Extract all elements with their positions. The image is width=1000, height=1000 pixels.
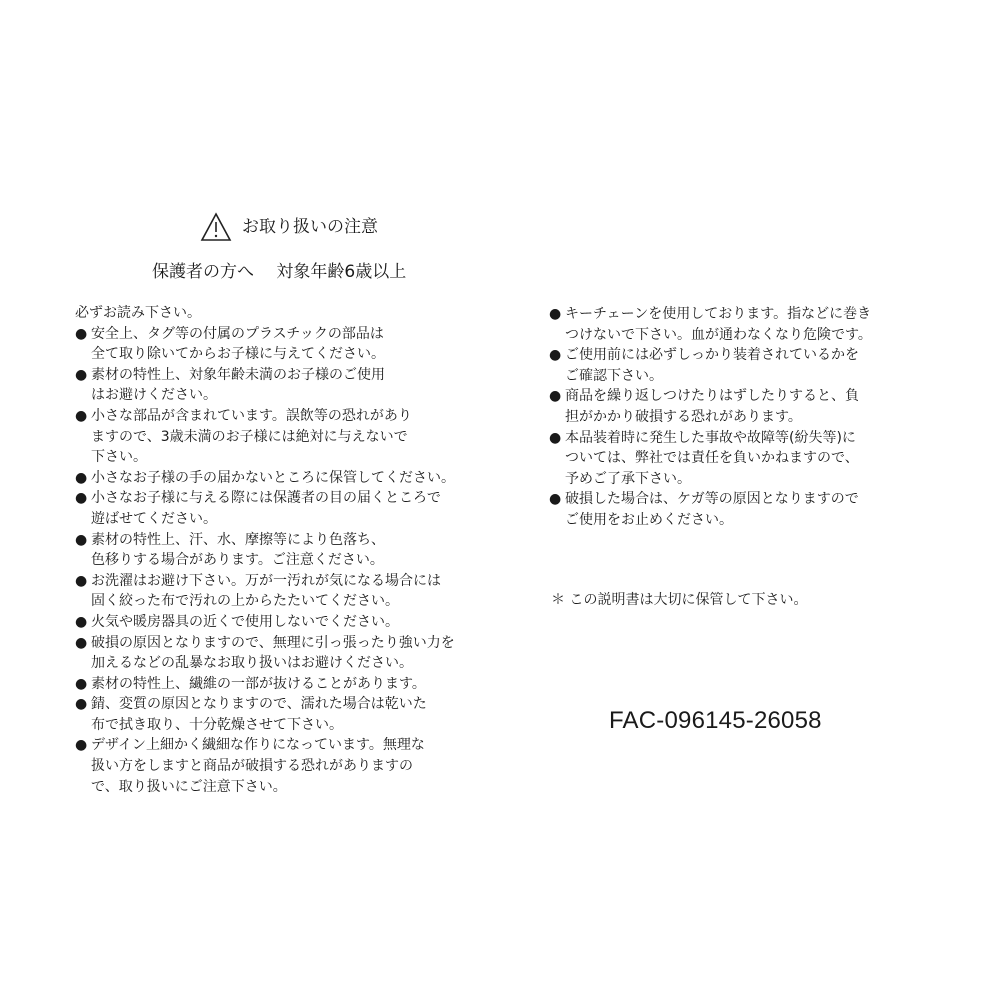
- bullet-icon: ●: [75, 696, 88, 713]
- left-caution-text: [91, 571, 441, 612]
- bullet-icon: ●: [549, 388, 562, 405]
- caution-header: [200, 210, 378, 244]
- left-caution-item: [75, 488, 455, 529]
- right-caution-text: [565, 428, 859, 490]
- left-caution-item: [75, 324, 455, 365]
- caution-line: 遊ばせてください。: [91, 510, 217, 527]
- caution-line: 商品を繰り返しつけたりはずしたりすると、負: [565, 388, 859, 405]
- left-caution-text: [91, 530, 385, 571]
- bullet-icon: ●: [75, 469, 88, 486]
- product-code: FAC-096145-26058: [609, 707, 822, 734]
- bullet-icon: ●: [75, 490, 88, 507]
- caution-line: 小さなお子様の手の届かないところに保管してください。: [91, 469, 455, 486]
- caution-line: はお避けください。: [91, 387, 217, 404]
- caution-line: デザイン上細かく繊細な作りになっています。無理な: [91, 737, 425, 754]
- left-caution-text: [91, 694, 427, 735]
- bullet-icon: ●: [75, 634, 88, 651]
- left-caution-item: [75, 571, 455, 612]
- bullet-icon: ●: [75, 737, 88, 754]
- left-caution-text: [91, 324, 385, 365]
- left-caution-text: [91, 612, 399, 633]
- left-caution-text: [91, 674, 426, 695]
- warning-triangle-icon: [200, 212, 232, 242]
- guardian-age-subtitle: 保護者の方へ 対象年齢6歳以上: [152, 262, 407, 282]
- bullet-icon: ●: [549, 347, 562, 364]
- bullet-icon: ●: [75, 407, 88, 424]
- left-caution-text: [91, 406, 412, 468]
- caution-line: 火気や暖房器具の近くで使用しないでください。: [91, 613, 399, 630]
- left-caution-item: [75, 633, 455, 674]
- right-caution-item: [549, 489, 872, 530]
- left-caution-item: [75, 735, 455, 797]
- right-caution-column: [549, 304, 872, 531]
- left-caution-item: [75, 612, 455, 633]
- right-caution-text: [565, 386, 859, 427]
- right-caution-item: [549, 304, 872, 345]
- left-caution-text: [91, 633, 455, 674]
- caution-line: 加えるなどの乱暴なお取り扱いはお避けください。: [91, 655, 413, 672]
- bullet-icon: ●: [75, 613, 88, 630]
- bullet-icon: ●: [75, 366, 88, 383]
- caution-line: 全て取り除いてからお子様に与えてください。: [91, 346, 385, 363]
- caution-line: つけないで下さい。血が通わなくなり危険です。: [565, 326, 872, 343]
- right-caution-text: [565, 489, 859, 530]
- right-caution-text: [565, 304, 872, 345]
- right-caution-text: [565, 345, 859, 386]
- caution-line: ご確認下さい。: [565, 367, 663, 384]
- right-caution-item: [549, 345, 872, 386]
- left-caution-text: [91, 488, 441, 529]
- caution-title: お取り扱いの注意: [242, 217, 378, 237]
- keep-instructions-note: ＊ この説明書は大切に保管して下さい。: [551, 592, 808, 608]
- caution-line: 予めご了承下さい。: [565, 470, 691, 487]
- left-caution-column: [75, 303, 455, 797]
- left-caution-item: [75, 694, 455, 735]
- caution-line: お洗濯はお避け下さい。万が一汚れが気になる場合には: [91, 572, 441, 589]
- caution-line: 担がかかり破損する恐れがあります。: [565, 408, 802, 425]
- caution-line: 本品装着時に発生した事故や故障等(紛失等)に: [565, 429, 856, 446]
- caution-line: 素材の特性上、繊維の一部が抜けることがあります。: [91, 675, 426, 692]
- caution-line: 固く絞った布で汚れの上からたたいてください。: [91, 593, 399, 610]
- caution-line: 破損した場合は、ケガ等の原因となりますので: [565, 491, 859, 508]
- right-caution-item: [549, 428, 872, 490]
- right-caution-list: [549, 304, 872, 531]
- caution-line: で、取り扱いにご注意下さい。: [91, 778, 287, 795]
- caution-line: 小さな部品が含まれています。誤飲等の恐れがあり: [91, 407, 412, 424]
- left-caution-item: [75, 530, 455, 571]
- left-caution-item: [75, 674, 455, 695]
- bullet-icon: ●: [75, 572, 88, 589]
- left-caution-item: [75, 406, 455, 468]
- caution-line: ますので、3歳未満のお子様には絶対に与えないで: [91, 428, 408, 445]
- left-caution-item: [75, 468, 455, 489]
- caution-line: 色移りする場合があります。ご注意ください。: [91, 552, 384, 569]
- bullet-icon: ●: [549, 491, 562, 508]
- caution-line: 下さい。: [91, 449, 147, 466]
- caution-line: 安全上、タグ等の付属のプラスチックの部品は: [91, 325, 384, 342]
- caution-line: ついては、弊社では責任を負いかねますので、: [565, 450, 859, 467]
- left-caution-item: [75, 365, 455, 406]
- bullet-icon: ●: [75, 325, 88, 342]
- caution-line: ご使用をお止めください。: [565, 511, 733, 528]
- caution-line: 錆、変質の原因となりますので、濡れた場合は乾いた: [91, 696, 427, 713]
- left-caution-text: [91, 468, 455, 489]
- right-caution-item: [549, 386, 872, 427]
- caution-line: キーチェーンを使用しております。指などに巻き: [565, 306, 872, 322]
- caution-line: 素材の特性上、対象年齢未満のお子様のご使用: [91, 366, 385, 383]
- left-caution-text: [91, 365, 385, 406]
- caution-line: 破損の原因となりますので、無理に引っ張ったり強い力を: [91, 634, 455, 651]
- bullet-icon: ●: [75, 675, 88, 692]
- bullet-icon: ●: [75, 531, 88, 548]
- caution-line: 布で拭き取り、十分乾燥させて下さい。: [91, 716, 343, 733]
- caution-line: 小さなお子様に与える際には保護者の目の届くところで: [91, 490, 441, 507]
- caution-line: 素材の特性上、汗、水、摩擦等により色落ち、: [91, 531, 385, 548]
- caution-line: 扱い方をしますと商品が破損する恐れがありますの: [91, 758, 413, 775]
- left-caution-list: [75, 324, 455, 798]
- caution-line: ご使用前には必ずしっかり装着されているかを: [565, 347, 859, 364]
- read-required-intro: 必ずお読み下さい。: [75, 305, 201, 321]
- left-caution-text: [91, 735, 425, 797]
- bullet-icon: ●: [549, 306, 562, 322]
- bullet-icon: ●: [549, 429, 562, 446]
